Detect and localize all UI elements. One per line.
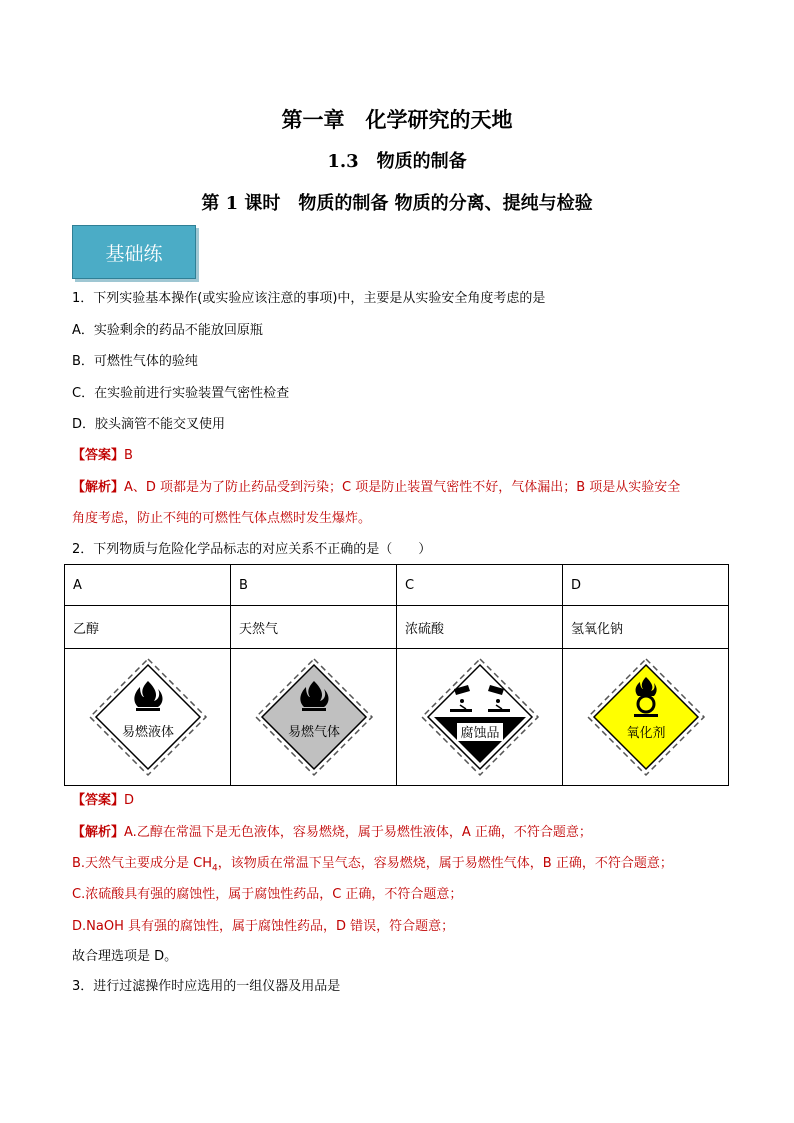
q1-analysis-line-1 [72,479,680,497]
oxidizer-sign [584,655,708,779]
subscript: 4 [212,863,218,874]
flammable-liquid-sign [86,655,210,779]
table-cell-substance: 天然气 [231,606,397,649]
lesson-title: 第 1 课时 物质的制备 物质的分离、提纯与检验 [201,193,593,214]
q1-option-b: B．可燃性气体的验纯 [72,354,198,369]
sign-label: 腐蚀品 [459,726,500,741]
hazard-table [64,564,729,786]
sign-label: 易燃液体 [121,725,174,740]
answer-value: B [124,448,133,463]
table-cell-letter: D [563,565,729,606]
q2-analysis-line-3: C.浓硫酸具有强的腐蚀性，属于腐蚀性药品，C 正确，不符合题意； [72,887,463,902]
table-cell-sign [397,649,563,786]
analysis-text: B.天然气主要成分是 CH [72,856,213,871]
analysis-text: ，该物质在常温下呈气态，容易燃烧，属于易燃性气体，B 正确，不符合题意； [217,856,673,871]
q2-analysis-line-2 [72,855,673,878]
q2-analysis-line-4: D.NaOH 具有强的腐蚀性，属于腐蚀性药品，D 错误，符合题意； [72,919,455,934]
analysis-tag: 【解析】 [72,480,125,495]
analysis-text: A、D 项都是为了防止药品受到污染；C 项是防止装置气密性不好，气体漏出；B 项是从实验安全 [124,480,681,495]
table-cell-letter: A [65,565,231,606]
answer-tag: 【答案】 [72,448,125,463]
sign-label: 易燃气体 [287,725,340,740]
q1-option-c: C．在实验前进行实验装置气密性检查 [72,386,290,401]
table-cell-substance: 氢氧化钠 [563,606,729,649]
table-cell-substance: 浓硫酸 [397,606,563,649]
q1-analysis-line-2: 角度考虑，防止不纯的可燃性气体点燃时发生爆炸。 [72,511,372,526]
answer-value: D [124,793,135,808]
section-badge: 基础练 [72,225,196,279]
q1-stem: 1．下列实验基本操作(或实验应该注意的事项)中，主要是从实验安全角度考虑的是 [72,291,546,306]
table-cell-letter: C [397,565,563,606]
q1-answer [72,447,133,465]
table-cell-letter: B [231,565,397,606]
analysis-tag: 【解析】 [72,825,125,840]
sign-diamond [96,665,200,769]
table-cell-sign [563,649,729,786]
q2-conclusion: 故合理选项是 D。 [72,949,178,964]
q1-option-a: A．实验剩余的药品不能放回原瓶 [72,323,263,338]
answer-tag: 【答案】 [72,793,125,808]
chapter-title: 第一章 化学研究的天地 [281,107,513,132]
table-cell-substance: 乙醇 [65,606,231,649]
q3-stem: 3．进行过滤操作时应选用的一组仪器及用品是 [72,979,341,994]
section-title: 1.3 物质的制备 [327,151,467,172]
analysis-text: A.乙醇在常温下是无色液体，容易燃烧，属于易燃性液体，A 正确，不符合题意； [124,825,592,840]
q2-analysis-line-1 [72,824,592,842]
corrosive-sign [418,655,542,779]
q1-option-d: D．胶头滴管不能交叉使用 [72,417,226,432]
q2-answer [72,792,134,810]
table-cell-sign [65,649,231,786]
sign-label: 氧化剂 [625,726,666,741]
table-cell-sign [231,649,397,786]
flammable-gas-sign [252,655,376,779]
sign-diamond [262,665,366,769]
q2-stem: 2．下列物质与危险化学品标志的对应关系不正确的是（ ） [72,542,432,557]
